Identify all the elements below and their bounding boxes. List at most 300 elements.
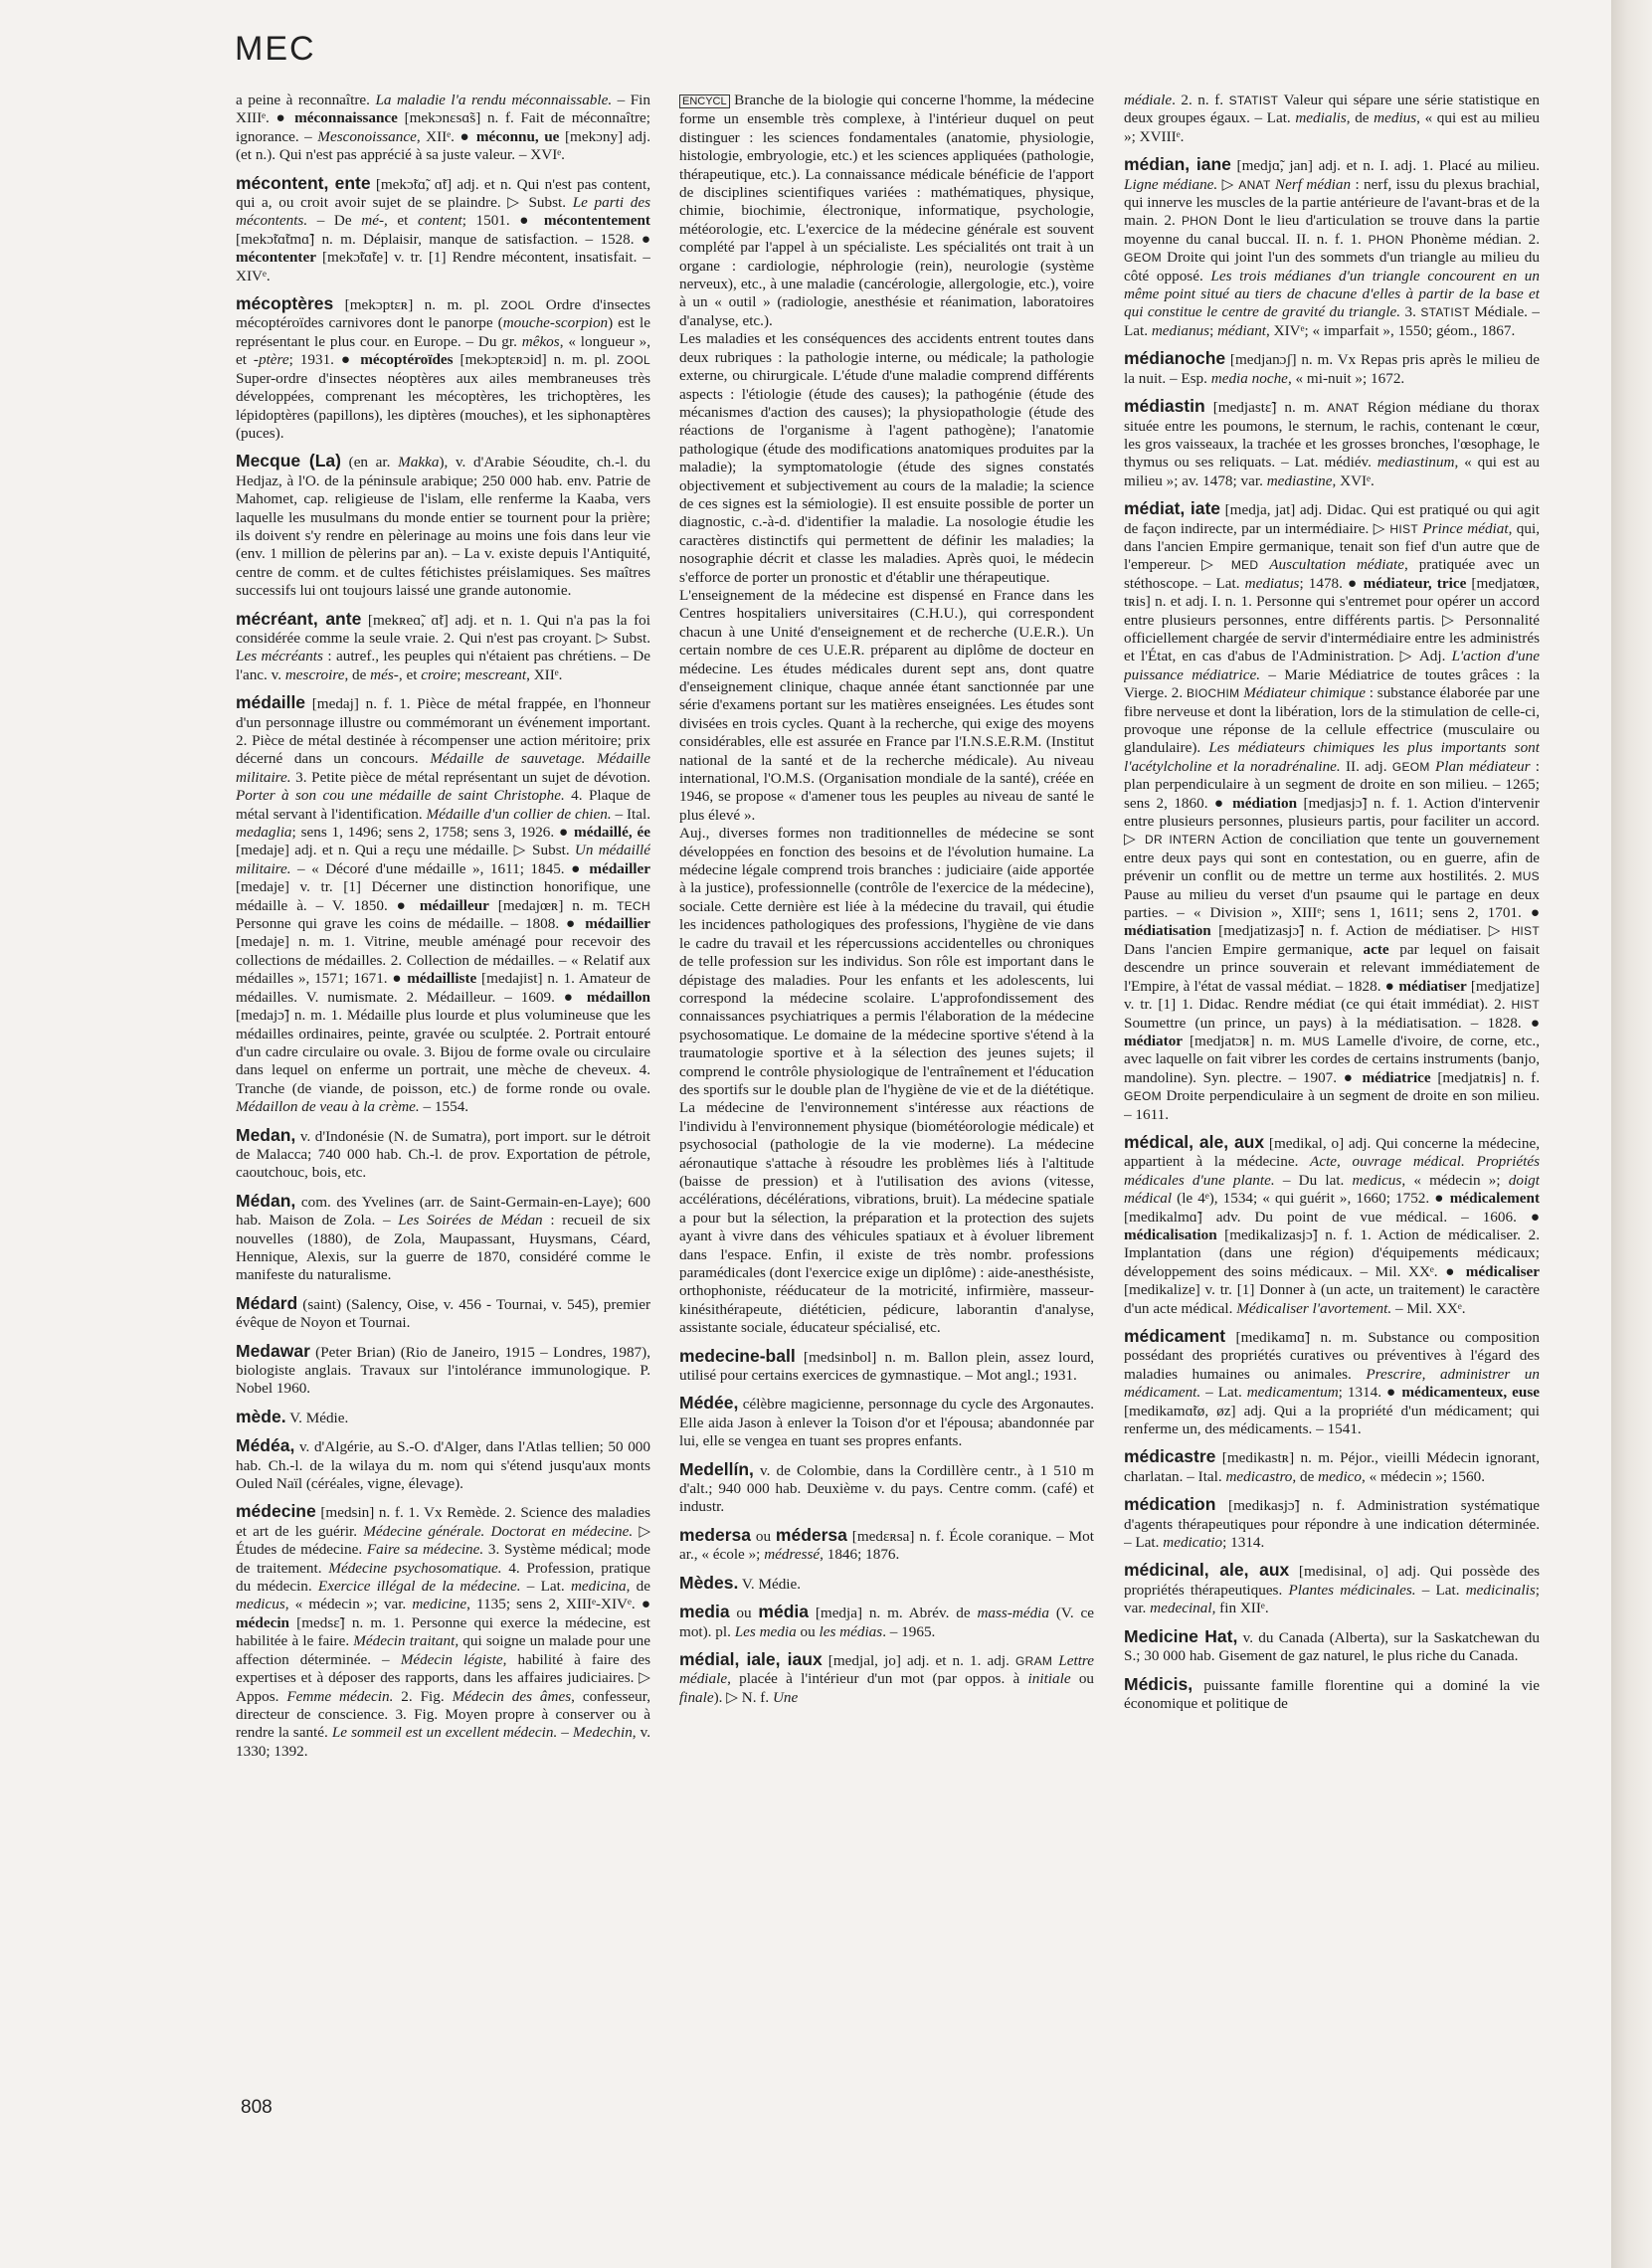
dictionary-entry: [236, 294, 650, 443]
dictionary-entry: [679, 1526, 1094, 1565]
italic-text: medicus: [236, 1596, 285, 1613]
entry-text: : recueil de six nouvelles (1880), de Zola, Maupassant, Huysmans, Céard, Hennique, Alexis, sur la guerre de 1870, considéré comme le manifeste du naturalisme.: [236, 1212, 650, 1284]
italic-text: Les media: [734, 1622, 797, 1640]
entry-text: Ordre d'insectes mécoptéroïdes carnivores dont le panorpe (: [236, 296, 650, 332]
entry-text: , XIVᵉ; « imparfait », 1550; géom., 1867.: [1266, 321, 1516, 339]
entry-text: (saint) (Salency, Oise, v. 456 - Tournai, v. 545), premier évêque de Noyon et Tournai.: [236, 1295, 650, 1332]
italic-text: Femme médecin.: [286, 1687, 394, 1705]
subentry-headword: mécontentement: [543, 212, 650, 230]
italic-text: Plantes médicinales.: [1288, 1581, 1416, 1599]
dictionary-entry: [1124, 92, 1540, 146]
entry-text: ; 1478. ●: [1299, 574, 1364, 592]
subentry-headword: médaillon: [586, 988, 650, 1006]
italic-text: Ligne médiane.: [1124, 175, 1218, 193]
entry-text: [medikalizasjɔ̃] n. f. 1. Action de médicaliser. 2. Implantation (dans une région) d'équipements médicaux; développement des soins médicaux. – Mil. XXᵉ. ●: [1124, 1226, 1540, 1280]
entry-text: 2. Fig.: [393, 1687, 453, 1705]
domain-label: STATIST: [1420, 305, 1470, 320]
domain-label: ANAT: [1238, 177, 1271, 192]
entry-text: , de: [1346, 109, 1375, 127]
entry-text: 3. Petite pièce de métal représentant un sujet de dévotion.: [290, 768, 650, 786]
entry-text: [medjatɔʀ] n. m.: [1183, 1032, 1303, 1049]
entry-text: ;: [1209, 321, 1218, 339]
headword: médersa: [775, 1524, 847, 1545]
entry-text: [medjatʀis] n. f.: [1430, 1068, 1540, 1086]
entry-text: [medikasjɔ̃] n. f. Administration systématique d'agents thérapeutiques pour répondre à une indication déterminée. – Lat.: [1124, 1497, 1540, 1552]
dictionary-entry: [236, 452, 650, 600]
italic-text: més-: [370, 665, 399, 683]
dictionary-entry: [1124, 1447, 1540, 1486]
italic-text: mescreant: [464, 665, 527, 683]
entry-text: , habilité à faire des expertises et à déposer des rapports, dans les affaires judiciaires. ▷ Appos.: [236, 1650, 650, 1705]
entry-text: [medɛʀsa] n. f. École coranique. – Mot ar., « école »;: [679, 1527, 1094, 1564]
entry-text: Pause au milieu du verset d'un psaume qui le partage en deux parties. – « Division », XIIIᵉ; sens 1, 1611; sens 2, 1701. ●: [1124, 885, 1540, 922]
italic-text: Les trois médianes d'un triangle concourent en un même point situé au tiers de chacune d'elles à partir de la base et qui constitue le centre de gravité du triangle.: [1124, 267, 1540, 321]
entry-text: [medisinal, o] adj. Qui possède des propriétés thérapeutiques.: [1124, 1563, 1540, 1599]
entry-text: [medsinbol] n. m. Ballon plein, assez lourd, utilisé pour certains exercices de gymnastique. – Mot angl.; 1931.: [679, 1348, 1094, 1385]
entry-text: com. des Yvelines (arr. de Saint-Germain-en-Laye); 600 hab. Maison de Zola. –: [236, 1193, 650, 1229]
entry-text: – « Décoré d'une médaille », 1611; 1845. ●: [290, 859, 590, 877]
italic-text: Médaillon de veau à la crème.: [236, 1098, 420, 1116]
dictionary-entry: [236, 1408, 650, 1427]
entry-text: : plan perpendiculaire à un segment de droite en son milieu. – 1265; sens 2, 1860. ●: [1124, 757, 1540, 812]
subentry-headword: acte: [1363, 940, 1389, 958]
headword: médiat, iate: [1124, 498, 1221, 519]
headword: médicament: [1124, 1326, 1226, 1346]
dictionary-entry: [236, 1192, 650, 1285]
entry-text: [medikastʀ] n. m. Péjor., vieilli Médecin ignorant, charlatan. – Ital.: [1124, 1449, 1540, 1485]
italic-text: medianus: [1151, 321, 1210, 339]
dictionary-entry: [679, 1650, 1094, 1707]
italic-text: Médiateur chimique: [1243, 684, 1366, 702]
entry-text: [medjatizasjɔ̃] n. f. Action de médiatiser. ▷: [1210, 922, 1512, 940]
italic-text: Lettre médiale: [679, 1651, 1094, 1688]
entry-text: – Lat.: [1200, 1384, 1247, 1402]
headword: médicastre: [1124, 1446, 1216, 1467]
entry-text: ; 1314. ●: [1338, 1384, 1402, 1402]
dictionary-entry: [1124, 1327, 1540, 1438]
entry-text: : autref., les peuples qui n'étaient pas chrétiens. – De l'anc. v.: [236, 648, 650, 683]
italic-text: Porter à son cou une médaille de saint Christophe.: [236, 787, 565, 805]
entry-text: [medajist] n. 1. Amateur de médailles. V. numismate. 2. Médailleur. – 1609. ●: [236, 970, 650, 1006]
italic-text: -ptère: [253, 351, 289, 369]
domain-label: DR INTERN: [1145, 833, 1215, 848]
dictionary-entry: [679, 1394, 1094, 1450]
headword: médication: [1124, 1494, 1216, 1515]
italic-text: initiale: [1027, 1670, 1071, 1688]
domain-label: ZOOL: [500, 298, 535, 313]
dictionary-entry: [236, 610, 650, 685]
italic-text: Le parti des mécontents.: [236, 194, 650, 230]
italic-text: Medechin: [572, 1724, 633, 1742]
italic-text: Les mécréants: [236, 648, 323, 665]
entry-text: Branche de la biologie qui concerne l'homme, la médecine forme un ensemble très complexe, à l'intérieur duquel on peut distinguer : les sciences fondamentales (anatomie, physiologie, histologie, embryologie, etc.) et les sciences appliquées (pathologie, thérapeutique, etc.). La connaissance médicale bénéficie de l'apport de disciplines scientifiques variées : mathématiques, physique, chimie, biochimie, électronique, informatique, psychologie, météorologie, etc. L'exercice de la médecine générale est souvent complété par l'appel à un spécialiste. Les spécialités ont trait à un organe : cardiologie, néphrologie (rein), neurologie (système nerveux), etc., à une maladie (cancérologie, allergologie, etc.), voire à un « outil » (radiologie, anesthésie et réanimation, laboratoires d'analyse, etc.).: [679, 92, 1094, 329]
domain-label: PHON: [1181, 214, 1217, 229]
entry-text: , de: [1292, 1467, 1319, 1485]
italic-text: medius: [1374, 109, 1417, 127]
headword: media: [679, 1602, 730, 1622]
dictionary-entry: [679, 1603, 1094, 1641]
italic-text: mediastine: [1266, 472, 1333, 489]
entry-text: [medja] n. m. Abrév. de: [809, 1605, 978, 1622]
domain-label: ZOOL: [617, 353, 650, 368]
entry-text: , XIIᵉ. ●: [416, 127, 476, 145]
subentry-headword: médicamenteux, euse: [1401, 1384, 1540, 1402]
italic-text: mass-média: [977, 1605, 1049, 1622]
italic-text: médiale: [1124, 92, 1173, 108]
italic-text: mêkos: [521, 332, 560, 350]
entry-text: (Peter Brian) (Rio de Janeiro, 1915 – Londres, 1987), biologiste anglais. Travaux sur l'intolérance immunologique. P. Nobel 1960.: [236, 1343, 650, 1398]
headword: Medellín,: [679, 1458, 754, 1479]
entry-text: ou: [751, 1527, 776, 1545]
column-3: [1124, 92, 1540, 2079]
entry-text: [medaje] v. tr. [1] Décerner une distinction honorifique, une médaille à. – V. 1850. ●: [236, 878, 650, 914]
entry-text: , placée à l'intérieur d'un mot (par oppos. à: [727, 1670, 1028, 1688]
dictionary-entry: [1124, 1627, 1540, 1666]
italic-text: Makka: [398, 454, 440, 472]
headword: médaille: [236, 692, 306, 713]
italic-text: Prince médiat: [1422, 519, 1509, 537]
entry-text: Valeur qui sépare une série statistique en deux groupes égaux. – Lat.: [1124, 92, 1540, 127]
headword: Mèdes.: [679, 1572, 739, 1593]
entry-text: [medjatize] v. tr. [1] 1. Didac. Rendre médiat (ce qui était immédiat). 2.: [1124, 977, 1540, 1014]
italic-text: Les Soirées de Médan: [398, 1212, 543, 1229]
headword: médicinal, ale, aux: [1124, 1560, 1290, 1581]
entry-text: Médiale. – Lat.: [1124, 303, 1540, 339]
entry-text: (V. ce mot). pl.: [679, 1605, 1094, 1640]
subentry-headword: médicalement: [1449, 1190, 1540, 1208]
entry-text: [medikamɑ̃] n. m. Substance ou composition possédant des propriétés curatives ou préventives à l'égard des maladies humaines ou animales.: [1124, 1329, 1540, 1383]
dictionary-entry: [236, 1436, 650, 1493]
entry-text: ;: [457, 665, 465, 683]
domain-label: MUS: [1302, 1034, 1330, 1048]
dictionary-entry: [236, 174, 650, 285]
page-number: 808: [241, 2097, 273, 2118]
dictionary-entry: [679, 330, 1094, 587]
entry-text: , de: [626, 1578, 650, 1596]
italic-text: mediastinum: [1377, 454, 1455, 472]
entry-text: ). ▷ N. f.: [713, 1688, 773, 1706]
headword: Médard: [236, 1292, 298, 1313]
italic-text: mé-: [361, 212, 385, 230]
entry-text: Lamelle d'ivoire, de corne, etc., avec laquelle on fait vibrer les cordes de certains instruments (banjo, mandoline). Syn. plectre. – 1907. ●: [1124, 1032, 1540, 1086]
entry-text: [medjanɔʃ] n. m. Vx Repas pris après le milieu de la nuit. – Esp.: [1124, 351, 1540, 387]
headword: mède.: [236, 1406, 286, 1426]
entry-text: , « médecin »;: [1401, 1171, 1509, 1189]
domain-label: GEOM: [1124, 251, 1162, 266]
subentry-headword: mécontenter: [236, 249, 316, 267]
headword: médianoche: [1124, 348, 1226, 369]
entry-text: [medaje] adj. et n. Qui a reçu une médaille. ▷ Subst.: [236, 842, 575, 859]
entry-text: , pratiquée avec un stéthoscope. – Lat.: [1124, 556, 1540, 592]
italic-text: medicamentum: [1246, 1384, 1339, 1402]
entry-text: : substance élaborée par une fibre nerveuse et dont la libération, lors de la stimulation de celle-ci, provoque une réponse de la cellule effectrice (musculaire ou glandulaire).: [1124, 684, 1540, 757]
subentry-headword: médailleur: [419, 896, 489, 914]
headword: mécréant, ante: [236, 608, 362, 629]
italic-text: medicatio: [1163, 1534, 1223, 1552]
italic-text: médressé: [764, 1546, 821, 1564]
domain-label: STATIST: [1228, 94, 1279, 107]
entry-text: – 1554.: [419, 1098, 469, 1116]
italic-text: Médecin légiste: [400, 1650, 503, 1668]
entry-text: [mekɔptɛʀɔid] n. m. pl.: [453, 351, 618, 369]
subentry-headword: médaillé, ée: [574, 824, 650, 842]
domain-label: PHON: [1368, 232, 1404, 247]
entry-text: – Lat.: [520, 1578, 571, 1596]
column-1: [236, 92, 650, 2079]
italic-text: Acte, ouvrage médical. Propriétés médicales d'une plante.: [1124, 1153, 1540, 1189]
entry-text: [mekʀeɑ̃, ɑ̃t] adj. et n. 1. Qui n'a pas la foi considérée comme la seule vraie. 2. Qui n'est pas croyant. ▷ Subst.: [236, 611, 650, 647]
entry-text: , v. 1330; 1392.: [236, 1724, 650, 1760]
entry-text: Dans l'ancien Empire germanique,: [1124, 940, 1364, 958]
italic-text: medialis: [1295, 109, 1347, 127]
entry-text: – Mil. XXᵉ.: [1391, 1299, 1466, 1317]
subentry-headword: médiateur, trice: [1363, 574, 1467, 592]
entry-text: V. Médie.: [738, 1575, 802, 1593]
headword: Mecque (La): [236, 451, 341, 472]
italic-text: Médaille d'un collier de chien.: [426, 805, 612, 823]
entry-text: ; 1931. ●: [288, 351, 361, 369]
italic-text: Mesconoissance: [317, 127, 417, 145]
dictionary-entry: [1124, 1133, 1540, 1318]
italic-text: L'action d'une puissance médiatrice.: [1124, 648, 1540, 683]
entry-text: , fin XIIᵉ.: [1211, 1600, 1269, 1617]
headword: Médicis,: [1124, 1673, 1193, 1694]
domain-label: GEOM: [1391, 759, 1430, 774]
domain-label: MED: [1230, 558, 1259, 573]
dictionary-entry: [1124, 349, 1540, 388]
entry-text: , 1846; 1876.: [820, 1546, 900, 1564]
subentry-headword: mécoptéroïdes: [360, 351, 454, 369]
subentry-headword: médiation: [1232, 794, 1298, 812]
italic-text: les médias: [819, 1622, 883, 1640]
entry-text: , « longueur », et: [236, 332, 650, 369]
subentry-headword: méconnaissance: [294, 109, 398, 127]
entry-text: – Fin XIIIᵉ. ●: [236, 92, 650, 127]
entry-text: [medaje] n. m. 1. Vitrine, meuble aménagé pour recevoir des collections de médailles. 2. Collection de médailles. – « Relatif aux médailles », 1571; 1671. ●: [236, 933, 650, 988]
domain-label: ANAT: [1327, 401, 1360, 416]
entry-text: v. d'Indonésie (N. de Sumatra), port import. sur le détroit de Malacca; 740 000 hab. Ch.-l. de prov. Exportation de pétrole, caoutchouc, bois, etc.: [236, 1127, 650, 1182]
entry-text: , et: [398, 665, 422, 683]
entry-text: Droite perpendiculaire à un segment de droite en son milieu. – 1611.: [1124, 1087, 1540, 1123]
entry-text: v. du Canada (Alberta), sur la Saskatchewan du S.; 30 000 hab. Gisement de gaz naturel, le plus riche du Canada.: [1124, 1628, 1540, 1665]
headword: médian, iane: [1124, 154, 1231, 175]
entry-text: [medaj] n. f. 1. Pièce de métal frappée, en l'honneur d'un personnage illustre ou commémorant un événement important. 2. Pièce de métal destinée à récompenser une action méritoire; prix décerné dans un concours.: [236, 695, 650, 768]
entry-text: 3. Système médical; mode de traitement.: [236, 1541, 650, 1577]
entry-text: . – 1965.: [882, 1622, 936, 1640]
entry-text: Action de conciliation que tente un gouvernement entre deux pays qui sont en contestation, ou en guerre, afin de prévenir un conflit ou de mettre un terme aux hostilités. 2.: [1124, 831, 1540, 885]
entry-text: Auj., diverses formes non traditionnelles de médecine se sont développées en fonction des besoins et de l'évolution humaine. La médecine légale comprend trois branches : judiciaire (aide apportée à la justice), professionnelle (contrôle de l'exercice de la médecine), sociale. Cette dernière est liée à la médecine du travail, qui étudie les incidences pathologiques des professions, l'hygiène de vie dans le cadre du travail et les répercussions accidentelles ou chroniques de telle profession sur les individus. Son rôle est important dans le dépistage des maladies. Pour les enfants et les adolescents, lui correspond la médecine scolaire. L'approfondissement des connaissances psychiatriques a permis l'élaboration de la médecine psychosomatique. Le domaine de la médecine sportive s'étend à la traumatologie sportive et à la sélection des jeunes sujets; il comprend le contrôle physiologique de l'entraînement et l'éducation des sportifs sur le double plan de l'hygiène de vie et de la diététique. La médecine de l'environnement s'intéresse aux réactions de l'individu à l'environnement physique (biométéorologie médicale) et psychosocial (pathologie de la vie moderne). La médecine aéronautique s'attache à résoudre les problèmes liés à l'altitude (baisse de pression) et à l'utilisation des avions (vitesse, accélérations, décélérations, vibrations, bruit). La médecine spatiale a pour but la sélection, la préparation et la protection des sujets ayant à vivre dans des véhicules spatiaux et à évoluer librement dans l'espace. Enfin, il existe de très nombr. professions paramédicales (dont l'exercice exige un diplôme) : aide-anesthésiste, orthophoniste, rééducateur de la motricité, infirmière, masseur-kinésithérapeute, diététicien, pédicure, laborantin d'analyse, assistante sociale, éducateur spécialisé, etc.: [679, 825, 1094, 1337]
page-edge: [1611, 0, 1652, 2268]
dictionary-entry: [1124, 155, 1540, 340]
headword: medecine-ball: [679, 1345, 796, 1366]
italic-text: medicina: [570, 1578, 627, 1596]
entry-text: ; var.: [1124, 1581, 1540, 1617]
entry-text: ) est le représentant le plus cour. en Europe. – Du gr.: [236, 314, 650, 350]
headword: média: [758, 1602, 809, 1622]
domain-label: HIST: [1389, 521, 1418, 536]
entry-text: II. adj.: [1340, 757, 1392, 775]
entry-text: [medikalmɑ̃] adv. Du point de vue médical. – 1606. ●: [1124, 1208, 1540, 1226]
headword: Médéa,: [236, 1435, 295, 1456]
dictionary-entry: [679, 587, 1094, 825]
italic-text: finale: [679, 1688, 714, 1706]
entry-text: Soumettre (un prince, un pays) à la médiatisation. – 1828. ●: [1124, 1014, 1540, 1032]
dictionary-entry: [1124, 499, 1540, 1124]
entry-text: (le 4ᵉ), 1534; « qui guérit », 1660; 1752. ●: [1172, 1190, 1450, 1208]
subentry-headword: médailliste: [407, 970, 477, 988]
headword: médecine: [236, 1501, 316, 1522]
entry-text: [medjatœʀ, tʀis] n. et adj. I. n. 1. Personne qui s'entremet pour opérer un accord entre plusieurs personnes, entre différents partis. ▷ Personnalité officiellement chargée de servir d'intermédiaire entre les administrés et l'État, en cas d'abus de l'Administration. ▷ Adj.: [1124, 574, 1540, 665]
entry-text: – De: [307, 212, 362, 230]
entry-text: [medjal, jo] adj. et n. 1. adj.: [822, 1651, 1015, 1669]
dictionary-entry: [679, 1460, 1094, 1517]
entry-text: , qui soigne un malade pour une affection déterminée. –: [236, 1632, 650, 1668]
entry-text: par lequel on faisait descendre un prince souverain et relevant immédiatement de l'Empire, à l'état de vassal médiat. – 1828. ●: [1124, 940, 1540, 995]
italic-text: medicine: [412, 1596, 467, 1613]
entry-text: – Ital.: [611, 805, 650, 823]
italic-text: mescroire: [284, 665, 345, 683]
italic-text: mouche-scorpion: [502, 314, 609, 332]
entry-text: ou: [1070, 1670, 1094, 1688]
entry-text: , qui, dans l'ancien Empire germanique, tenait son fief d'un autre que de l'empereur. ▷: [1124, 519, 1540, 574]
italic-text: Médecin traitant: [353, 1632, 456, 1650]
entry-text: –: [557, 1724, 573, 1742]
entry-text: ), v. d'Arabie Séoudite, ch.-l. du Hedjaz, à l'O. de la péninsule arabique; 250 000 hab. env. Patrie de Mahomet, cap. religieuse de l'islam, elle renferme la Kaaba, vers laquelle les musulmans du monde entier se tournent pour la prière; ils doivent s'y rendre en pèlerinage au moins une fois dans leur vie (env. 1 million de pèlerins par an). – La v. existe depuis l'Antiquité, centre de comm. et de cultes fétichistes préislamiques. Ses maîtres successifs lui ont toujours laissé une grande autonomie.: [236, 454, 650, 600]
italic-text: Les médiateurs chimiques les plus importants sont l'acétylcholine et la noradrénaline.: [1124, 739, 1540, 775]
entry-text: ▷: [1217, 175, 1239, 193]
headword: mécontent, ente: [236, 172, 371, 193]
headword: médical, ale, aux: [1124, 1131, 1265, 1152]
headword: médial, iale, iaux: [679, 1648, 823, 1669]
entry-text: L'enseignement de la médecine est dispensé en France dans les Centres hospitaliers universitaires (C.H.U.), qui correspondent chacun à une Unité d'enseignement et de recherche (U.E.R.). Un certain nombre de ces U.E.R. préparent au diplôme de docteur en médecine. Les études médicales durent sept ans, dont quatre d'enseignement clinique, chaque année étant sanctionnée par une série d'examens portant sur les matières enseignées. Les études sont divisées en trois cycles. Quant à la recherche, qui exige des moyens considérables, elle est assurée en France par l'I.N.S.E.R.M. (Institut national de la santé et de la recherche médicale). Au niveau international, l'O.M.S. (Organisation mondiale de la santé), créée en 1946, se propose « d'amener tous les peuples au niveau de santé le plus élevé ».: [679, 586, 1094, 824]
dictionary-entry: [236, 1294, 650, 1333]
entry-text: célèbre magicienne, personnage du cycle des Argonautes. Elle aida Jason à enlever la Toison d'or et l'épousa; abandonnée par lui, elle se vengea en tuant ses propres enfants.: [679, 1396, 1094, 1450]
italic-text: Une: [772, 1688, 799, 1706]
italic-text: Auscultation médiate: [1269, 556, 1405, 574]
italic-text: medecinal: [1150, 1600, 1212, 1617]
italic-text: Médaille de sauvetage. Médaille militaire.: [236, 750, 650, 786]
entry-text: v. de Colombie, dans la Cordillère centr., à 1 510 m d'alt.; 940 000 hab. Deuxième v. du pays. Centre comm. (café) et industr.: [679, 1461, 1094, 1516]
subentry-headword: médaillier: [585, 915, 650, 933]
italic-text: medicinalis: [1465, 1581, 1536, 1599]
dictionary-entry: [236, 693, 650, 1116]
headword: Medicine Hat,: [1124, 1625, 1238, 1646]
entry-text: [1258, 556, 1269, 573]
entry-text: [medikal, o] adj. Qui concerne la médecine, appartient à la médecine.: [1124, 1134, 1540, 1171]
entry-text: , « médecin »; var.: [284, 1596, 413, 1613]
italic-text: Médecine générale. Doctorat en médecine.: [363, 1522, 634, 1540]
italic-text: medaglia: [236, 824, 292, 842]
dictionary-entry: [1124, 1675, 1540, 1714]
entry-text: Super-ordre d'insectes néoptères aux ailes membraneuses très développées, comprenant les mécoptères, les trichoptères, les lépidoptères (papillons), les diptères (mouches), et les siphonaptères (puces).: [236, 369, 650, 442]
entry-text: [mekɔny] adj. (et n.). Qui n'est pas apprécié à sa juste valeur. – XVIᵉ.: [236, 127, 650, 164]
italic-text: médiant: [1217, 321, 1267, 339]
entry-text: [medikalize] v. tr. [1] Donner à (un acte, un traitement) le caractère d'un acte médical.: [1124, 1281, 1540, 1317]
entry-text: , 1135; sens 2, XIIIᵉ-XIVᵉ. ●: [466, 1596, 650, 1613]
subentry-headword: médecin: [236, 1613, 289, 1631]
entry-text: , « médecin »; 1560.: [1362, 1467, 1486, 1485]
entry-text: , et: [384, 212, 418, 230]
italic-text: Exercice illégal de la médecine.: [317, 1578, 521, 1596]
dictionary-entry: [236, 1502, 650, 1761]
entry-text: a peine à reconnaître.: [236, 92, 376, 108]
entry-text: 3.: [1400, 303, 1421, 321]
subentry-headword: médailler: [589, 859, 650, 877]
entry-text: – Marie Médiatrice de toutes grâces : la Vierge. 2.: [1124, 665, 1540, 702]
dictionary-entry: [236, 92, 650, 165]
domain-label: MUS: [1512, 869, 1540, 884]
italic-text: Un médaillé militaire.: [236, 842, 650, 877]
entry-text: [mekɔnɛsɑ̃s] n. f. Fait de méconnaître; ignorance. –: [236, 109, 650, 145]
headword: médiastin: [1124, 396, 1205, 417]
subentry-headword: méconnu, ue: [475, 127, 560, 145]
dictionary-entry: [679, 1347, 1094, 1386]
dictionary-entry: [1124, 1561, 1540, 1617]
italic-text: content: [417, 212, 462, 230]
entry-text: [mekɔ̃tɑ̃, ɑ̃t] adj. et n. Qui n'est pas content, qui a, ou croit avoir sujet de se plaindre. ▷ Subst.: [236, 175, 650, 212]
entry-text: [medsɛ̃] n. m. 1. Personne qui exerce la médecine, est habilitée à le faire.: [236, 1613, 650, 1650]
entry-text: – Du lat.: [1274, 1171, 1353, 1189]
dictionary-entry: [679, 1574, 1094, 1594]
subentry-headword: médiatiser: [1398, 977, 1467, 995]
dictionary-entry: [236, 1342, 650, 1399]
italic-text: mediatus: [1244, 574, 1300, 592]
headword: Medawar: [236, 1340, 310, 1361]
entry-text: [mekɔ̃tɑ̃tmɑ̃] n. m. Déplaisir, manque de satisfaction. – 1528. ●: [236, 230, 650, 248]
entry-text: ; 1314.: [1222, 1534, 1265, 1552]
entry-text: Dont le lieu d'articulation se trouve dans la partie moyenne du canal buccal. II. n. f. 1.: [1124, 212, 1540, 248]
subentry-headword: médiatrice: [1362, 1068, 1431, 1086]
entry-text: [medajœʀ] n. m.: [488, 896, 618, 914]
dictionary-entry: [1124, 1495, 1540, 1552]
entry-text: Les maladies et les conséquences des accidents entrent toutes dans deux rubriques : la pathologie interne, ou médicale; la pathologie externe, ou chirurgicale. L'étude d'une maladie comprend différents aspects : l'étiologie (étude des causes); la pathogénie (étude des mécanismes d'action des causes); la physiopathologie (étude des réactions de l'organisme à l'agent pathogène); l'anatomie pathologique (étude des modifications anatomiques produites par la maladie); la symptomatologie (étude des signes constatés objectivement et subjectivement au cours de la maladie; la science de ces signes est la sémiologie). Il est ensuite possible de porter un diagnostic, c.-à-d. d'identifier la maladie. La nosologie étudie les caractères distinctifs qui permettent de définir les maladies; la nosographie décrit et classe les maladies. Après quoi, le médecin s'efforce de porter un pronostic et d'établir une thérapeutique.: [679, 330, 1094, 586]
headword: Médan,: [236, 1190, 296, 1211]
entry-text: (en ar.: [340, 454, 399, 472]
domain-label: HIST: [1511, 924, 1540, 939]
entry-text: , XIIᵉ.: [526, 665, 563, 683]
entry-text: 4. Profession, pratique du médecin.: [236, 1559, 650, 1596]
entry-text: [medjastɛ̃] n. m.: [1204, 399, 1328, 417]
entry-text: , « qui est au milieu »; XVIIIᵉ.: [1124, 109, 1540, 145]
entry-text: ou: [796, 1622, 820, 1640]
subentry-headword: médicaliser: [1465, 1262, 1540, 1280]
italic-text: doigt médical: [1124, 1171, 1540, 1208]
entry-text: , XVIᵉ.: [1332, 472, 1375, 489]
entry-text: Droite qui joint l'un des sommets d'un triangle au milieu du côté opposé.: [1124, 249, 1540, 284]
entry-text: [medajɔ̃] n. m. 1. Médaille plus lourde et plus volumineuse que les médailles ordinaires, peinte, gravée ou sculptée. 2. Portrait entouré d'un cadre circulaire ou ovale. 3. Bijou de forme ovale ou circulaire dans lequel on enferme un portrait, une mèche de cheveux. 4. Tranche (de viande, de poisson, etc.) de forme ronde ou ovale.: [236, 1007, 650, 1097]
subentry-headword: médiatisation: [1124, 922, 1211, 940]
italic-text: Médecine psychosomatique.: [328, 1559, 502, 1577]
entry-text: [medsin] n. f. 1. Vx Remède. 2. Science des maladies et art de les guérir.: [236, 1504, 650, 1540]
dictionary-entry: [236, 1126, 650, 1183]
italic-text: Nerf médian: [1274, 175, 1352, 193]
dictionary-entry: [679, 92, 1094, 330]
entry-text: ou: [729, 1605, 759, 1622]
entry-text: , confesseur, directeur de conscience. 3. Fig. Moyen propre à conserver ou à rendre la santé.: [236, 1687, 650, 1742]
entry-text: [medjasjɔ̃] n. f. 1. Action d'intervenir entre plusieurs personnes, plusieurs partis, pour faciliter un accord. ▷: [1124, 794, 1540, 849]
entry-text: puissante famille florentine qui a dominé la vie économique et politique de: [1124, 1676, 1540, 1712]
entry-text: , « qui est au milieu »; av. 1478; var.: [1124, 454, 1540, 489]
entry-text: ▷ Études de médecine.: [236, 1522, 650, 1559]
entry-text: [mekɔptɛʀ] n. m. pl.: [333, 296, 501, 314]
entry-text: [mekɔ̃tɑ̃te] v. tr. [1] Rendre mécontent, insatisfait. – XIVᵉ.: [236, 249, 650, 284]
entry-text: [medikamɑ̃tø, øz] adj. Qui a la propriété d'un médicament; qui renferme un, des médicaments. – 1541.: [1124, 1402, 1540, 1438]
entry-text: ; sens 1, 1496; sens 2, 1758; sens 3, 1926. ●: [291, 824, 575, 842]
domain-label: GEOM: [1124, 1089, 1162, 1104]
running-head: MEC: [235, 30, 316, 68]
subentry-headword: médicalisation: [1124, 1226, 1217, 1243]
italic-text: Médicaliser l'avortement.: [1236, 1299, 1392, 1317]
